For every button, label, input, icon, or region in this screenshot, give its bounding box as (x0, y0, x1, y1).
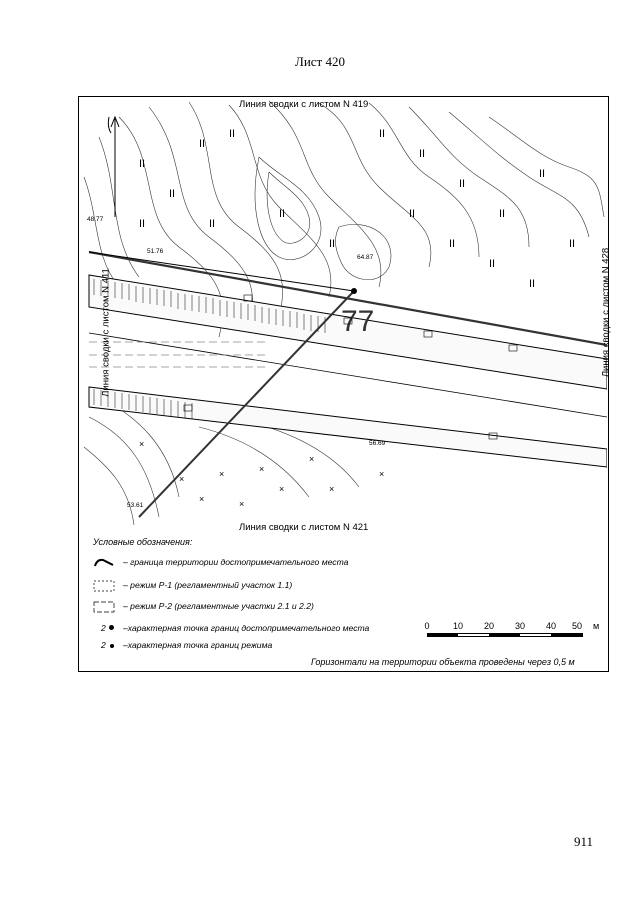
svg-text:II: II (529, 278, 536, 290)
svg-text:II: II (169, 188, 176, 200)
spot-height-3: 48.77 (87, 216, 104, 223)
topographic-map (79, 97, 607, 527)
regime-r2-icon (93, 601, 115, 613)
svg-text:II: II (419, 148, 426, 160)
svg-text:II: II (499, 208, 506, 220)
matchline-top-label: Линия сводки с листом N 419 (239, 99, 369, 110)
svg-text:×: × (199, 494, 205, 504)
sheet-title: Лист 420 (295, 54, 345, 69)
svg-text:×: × (259, 464, 265, 474)
svg-text:II: II (569, 238, 576, 250)
svg-text:II: II (489, 258, 496, 270)
svg-text:II: II (229, 128, 236, 140)
matchline-left-label: Линия сводки с листом N 411 (100, 268, 112, 397)
spot-height-2: 64.87 (357, 254, 374, 261)
svg-text:II: II (379, 128, 386, 140)
svg-text:×: × (219, 469, 225, 479)
matchline-bottom-label: Линия сводки с листом N 421 (239, 522, 369, 533)
matchline-right-label: Линия сводки с листом N 428 (600, 247, 612, 378)
svg-text:II: II (449, 238, 456, 250)
page-number: 911 (574, 834, 594, 849)
contours-note: Горизонтали на территории объекта проведены через 0,5 м (311, 657, 575, 667)
boundary-point-icon (109, 625, 114, 630)
svg-text:×: × (379, 469, 385, 479)
svg-text:×: × (239, 499, 245, 509)
svg-text:II: II (539, 168, 546, 180)
svg-text:II: II (199, 138, 206, 150)
boundary-line-icon (93, 557, 115, 569)
svg-text:×: × (179, 474, 185, 484)
svg-text:×: × (279, 484, 285, 494)
spot-height-5: 53.61 (127, 502, 144, 509)
svg-text:II: II (329, 238, 336, 250)
spot-height-1: 51.76 (147, 248, 164, 255)
svg-text:II: II (409, 208, 416, 220)
site-number: 77 (341, 305, 375, 338)
regime-r1-icon (93, 580, 115, 592)
svg-text:×: × (329, 484, 335, 494)
svg-text:II: II (459, 178, 466, 190)
map-frame: II II II II II II II II II II II II II II II II II II × × × × × × × × × × 77 51.76 64.87 48.77 56.69 53.61 Линия сводки с листом N 419 Линия сводки с листом N 421 Линия сводки с листом N 411 Линия сводки с листом N 428 Условные обозначения: – граница территории достопримечательного места – режим Р-1 (регламентный участок 1.1) – режим Р-2 (регламентные участки 2.1 и 2.2) 2 –характерная точка границ достопримечательного места 2 –характерная точка границ режима 0 10 20 30 40 50 м Горизонтали на территории объекта проведены через 0,5 м (78, 96, 609, 672)
svg-text:II: II (209, 218, 216, 230)
legend-title: Условные обозначения: (93, 537, 193, 547)
boundary-point-icon (351, 288, 357, 294)
regime-point-icon (110, 644, 114, 648)
svg-text:×: × (139, 439, 145, 449)
svg-text:×: × (309, 454, 315, 464)
svg-text:II: II (279, 208, 286, 220)
svg-text:II: II (139, 158, 146, 170)
spot-height-4: 56.69 (369, 440, 386, 447)
svg-text:II: II (139, 218, 146, 230)
road-band (89, 275, 607, 467)
